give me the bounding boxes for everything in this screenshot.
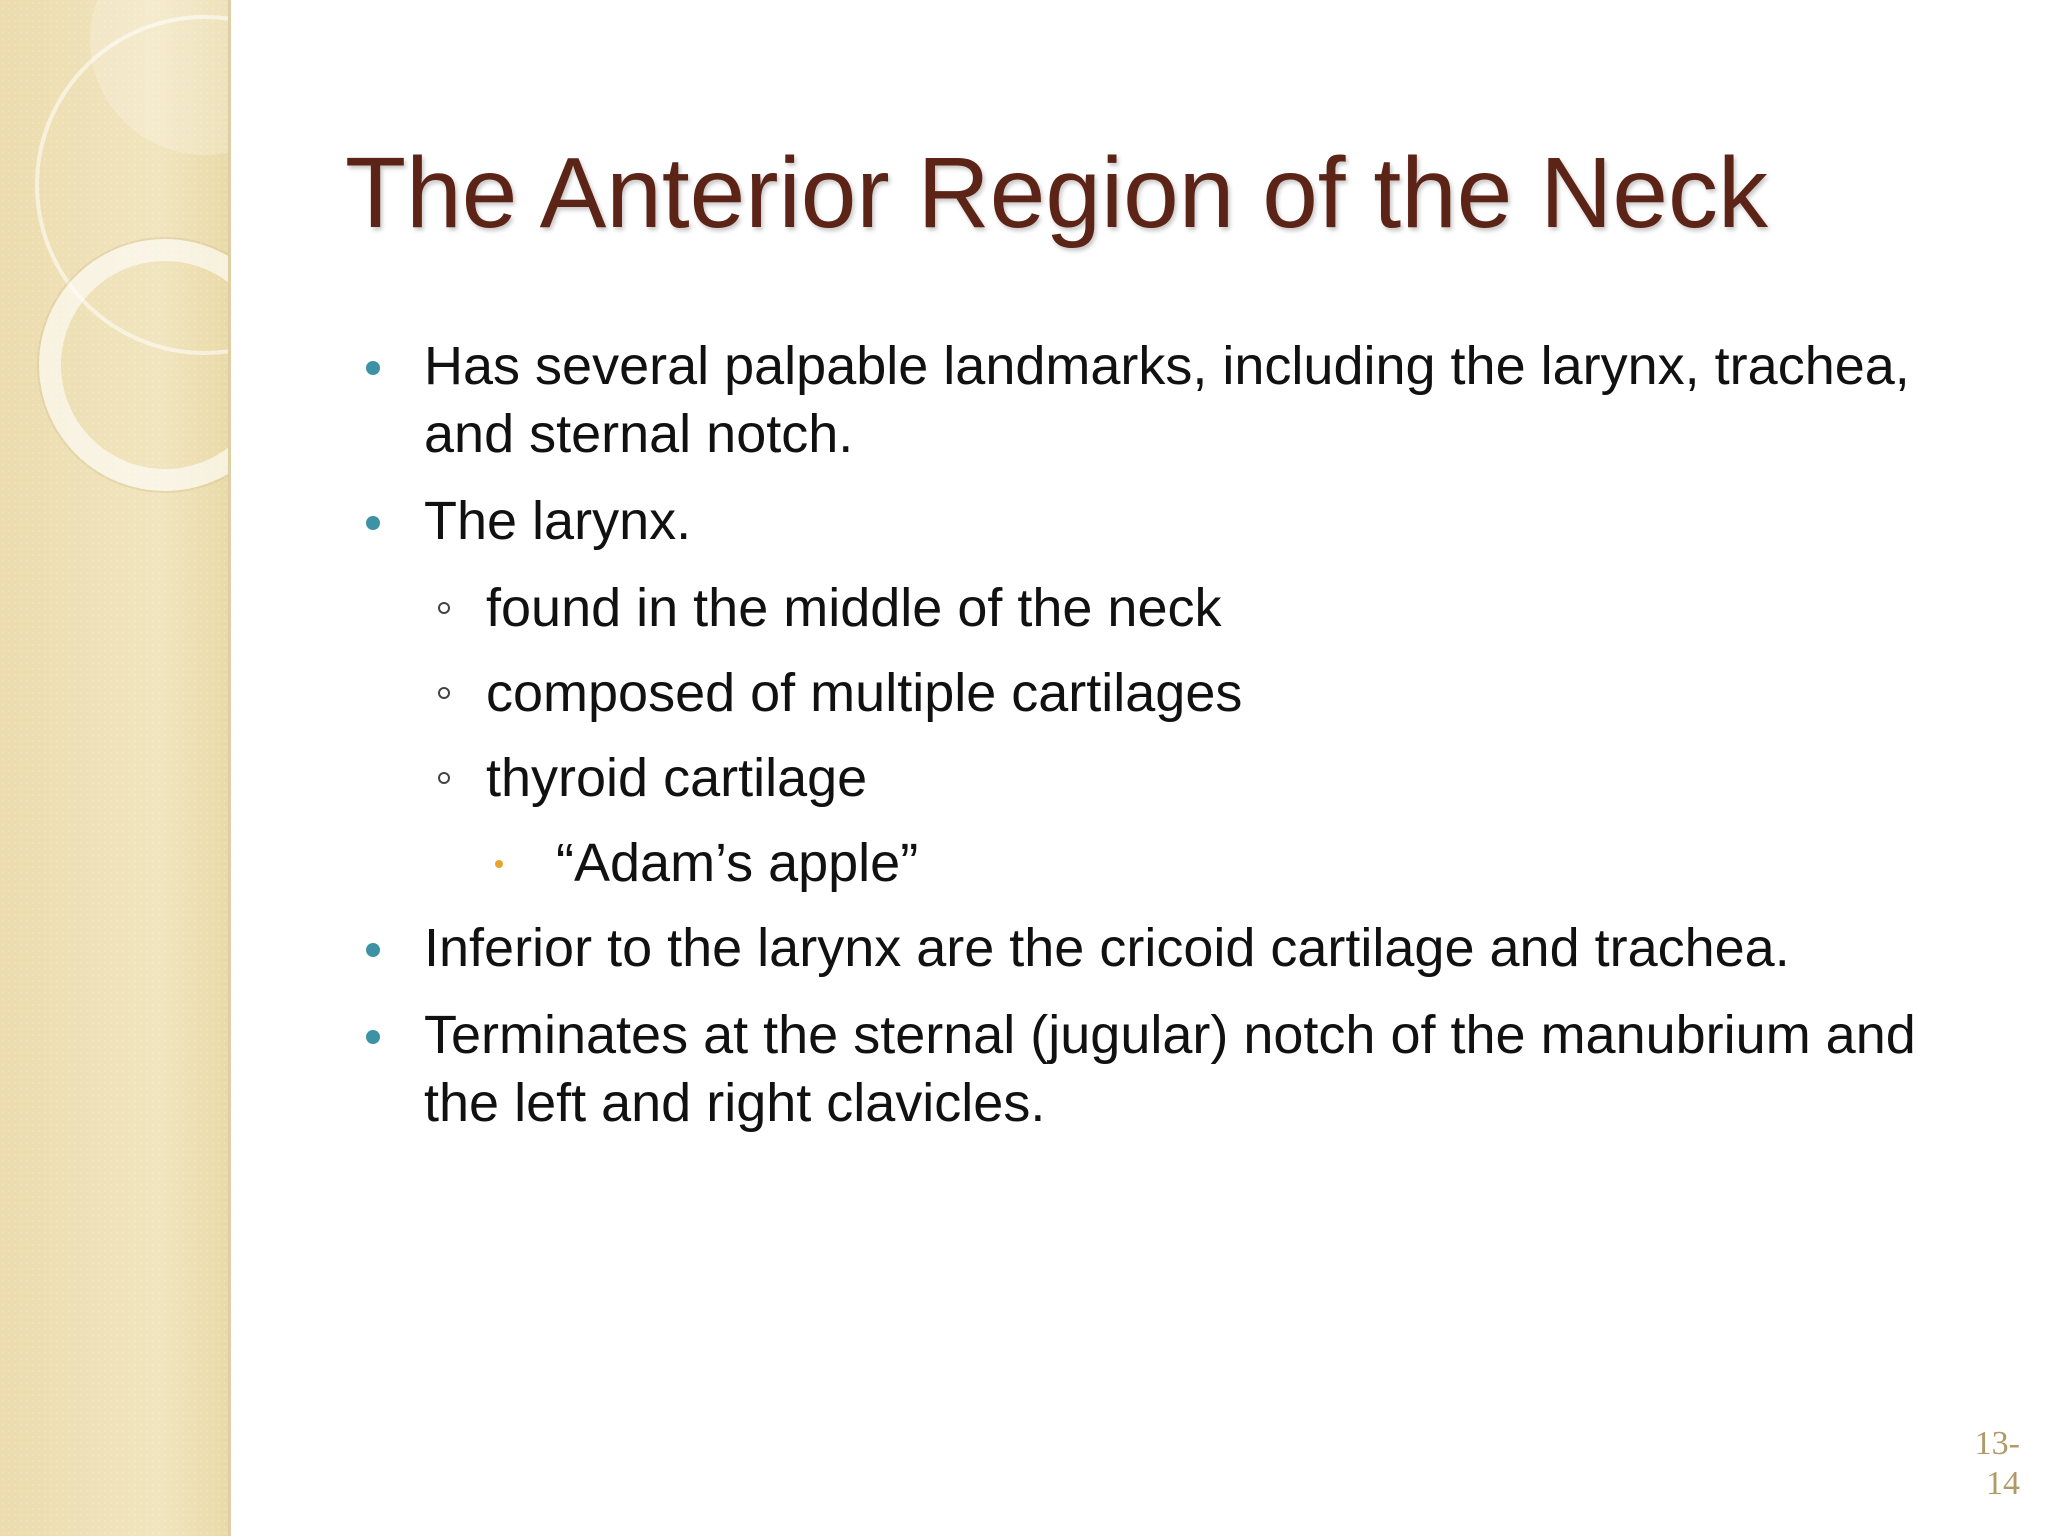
bullet-dot-icon: [366, 1030, 380, 1044]
slide-title: The Anterior Region of the Neck: [345, 137, 1768, 249]
hollow-circle-bullet-icon: [438, 602, 450, 614]
sub-bullet-item: [360, 574, 1920, 642]
decorative-circles-icon: [0, 0, 228, 520]
bullet-dot-icon: [366, 943, 380, 957]
small-dot-bullet-icon: [495, 860, 503, 868]
sub-bullet-item: [360, 659, 1920, 727]
decorative-side-band: [0, 0, 231, 1536]
bullet-text: Inferior to the larynx are the cricoid cartilage and trachea.: [424, 918, 1790, 978]
bullet-item: [360, 1001, 1920, 1137]
bullet-text: Has several palpable landmarks, including the larynx, trachea, and sternal notch.: [424, 336, 1910, 464]
sub-bullet-text: thyroid cartilage: [486, 748, 868, 808]
sub-sub-bullet-text: “Adam’s apple”: [556, 833, 919, 893]
bullet-text: The larynx.: [424, 491, 692, 551]
bullet-item: [360, 487, 1920, 555]
slide-number-text: 13- 14: [1974, 1425, 2020, 1502]
bullet-item: [360, 914, 1920, 982]
slide-number: [1940, 1424, 2020, 1504]
hollow-circle-bullet-icon: [438, 687, 450, 699]
hollow-circle-bullet-icon: [438, 772, 450, 784]
sub-bullet-text: found in the middle of the neck: [486, 578, 1222, 638]
sub-bullet-item: [360, 744, 1920, 812]
bullet-text: Terminates at the sternal (jugular) notch of the manubrium and the left and right clavicles.: [424, 1005, 1916, 1133]
bullet-dot-icon: [366, 361, 380, 375]
bullet-list: [360, 332, 1920, 1156]
bullet-dot-icon: [366, 516, 380, 530]
sub-sub-bullet-item: [360, 829, 1920, 897]
bullet-item: [360, 332, 1920, 468]
sub-bullet-text: composed of multiple cartilages: [486, 663, 1243, 723]
